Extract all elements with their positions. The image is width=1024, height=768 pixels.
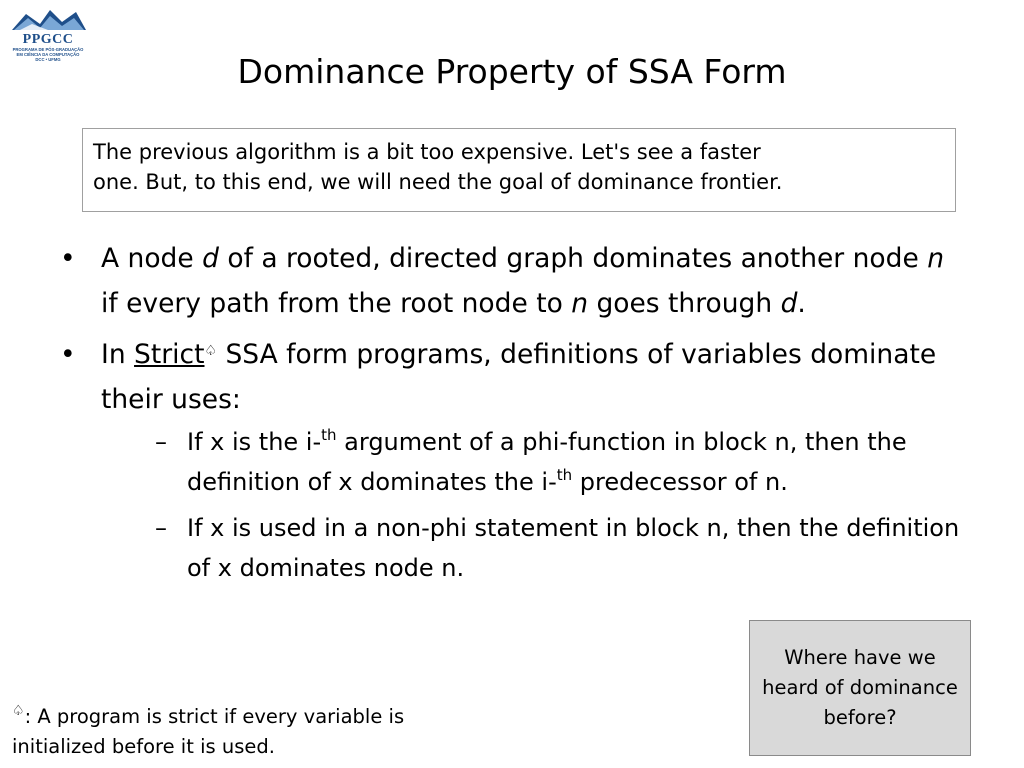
bullet-marker: • (60, 243, 76, 274)
bullet-item-strict-ssa (60, 332, 960, 588)
sub-bullet-text: If x is used in a non-phi statement in block n, then the definition of x dominates node n. (187, 514, 960, 582)
sub-bullet-text: predecessor of n. (572, 468, 788, 496)
spade-footnote-icon: ♤ (12, 703, 25, 719)
intro-textbox (82, 128, 956, 212)
bullet-text: if every path from the root node to (101, 288, 572, 319)
superscript-th: th (321, 426, 337, 444)
dash-marker: – (155, 514, 167, 542)
dash-marker: – (155, 428, 167, 456)
logo-subtitle-line: EM CIÊNCIA DA COMPUTAÇÃO (16, 52, 80, 57)
sub-bullet-phi-function (155, 422, 967, 502)
aside-question-box (749, 620, 971, 756)
variable-d: d (780, 288, 798, 319)
aside-text: Where have we heard of dominance before? (762, 646, 958, 729)
bullet-text: A node (101, 243, 203, 274)
variable-d: d (202, 243, 219, 274)
bullet-item-dominance-definition (60, 236, 960, 326)
superscript-th: th (556, 466, 573, 484)
bullet-marker: • (60, 339, 76, 370)
variable-n: n (571, 288, 589, 319)
strict-term: Strict (134, 339, 205, 370)
bullet-text: of a rooted, directed graph dominates another node (218, 243, 928, 274)
variable-n: n (927, 243, 944, 274)
logo-text: PPGCC (22, 32, 74, 47)
bullet-text: goes through (588, 288, 781, 319)
sub-bullet-non-phi (155, 508, 967, 588)
logo-subtitle-line: PROGRAMA DE PÓS-GRADUAÇÃO (12, 47, 84, 52)
bullet-text: SSA form programs, definitions of variables dominate their uses: (101, 339, 937, 415)
logo-subtitle-line: DCC • UFMG (35, 57, 61, 62)
spade-footnote-icon: ♤ (204, 343, 218, 359)
bullet-text: In (101, 339, 135, 370)
intro-line: one. But, to this end, we will need the goal of dominance frontier. (93, 170, 783, 194)
footnote-text: : A program is strict if every variable is initialized before it is used. (12, 705, 405, 758)
slide-title: Dominance Property of SSA Form (237, 52, 787, 91)
bullet-list (60, 236, 960, 594)
intro-line: The previous algorithm is a bit too expensive. Let's see a faster (93, 140, 761, 164)
sub-bullet-list (155, 422, 967, 588)
bullet-text: . (797, 288, 806, 319)
sub-bullet-text: argument of a phi-function in block n, then the definition of x dominates the i- (187, 428, 907, 496)
footnote (12, 702, 422, 762)
sub-bullet-text: If x is the i- (187, 428, 322, 456)
